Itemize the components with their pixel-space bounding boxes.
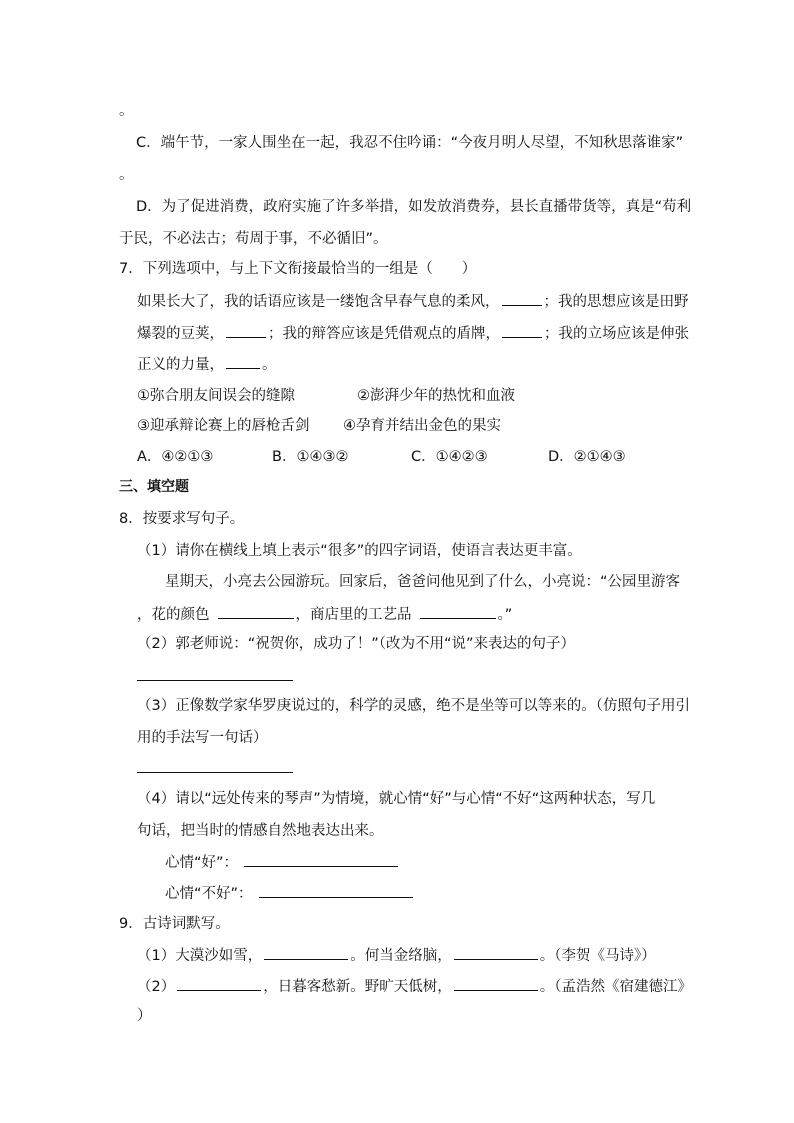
text: 。（李贺《马诗》） (539, 948, 656, 964)
answer-blank[interactable] (218, 603, 294, 619)
text: （1）大漠沙如雪， (137, 948, 263, 964)
q7-choice-1 (137, 385, 295, 407)
q7-choice-2 (357, 385, 515, 407)
answer-blank[interactable] (454, 944, 538, 960)
section-heading (119, 476, 189, 498)
text: D．②①④③ (548, 449, 626, 465)
text: ） (137, 1008, 152, 1024)
text: 如果长大了，我的话语应该是一缕饱含早春气息的柔风， (137, 294, 500, 310)
q7-option-c[interactable] (411, 446, 488, 468)
text-line (119, 164, 134, 186)
text: 9．古诗词默写。 (119, 916, 230, 932)
answer-blank[interactable] (226, 353, 260, 369)
answer-blank[interactable] (244, 851, 398, 867)
q7-passage-line-3 (137, 353, 277, 376)
q7-passage-line-1 (137, 290, 689, 313)
q7-choice-4 (343, 415, 501, 437)
mood-bad-line (165, 882, 415, 905)
text: 7．下列选项中，与上下文衔接最恰当的一组是（ ） (119, 261, 477, 277)
mood-good-line (165, 851, 400, 874)
question-8-stem (119, 508, 244, 530)
answer-blank[interactable] (420, 603, 496, 619)
text: （2）郭老师说：“祝贺你，成功了！”（改为不用“说”来表达的句子） (137, 636, 576, 652)
text: 。 (119, 103, 134, 119)
answer-blank[interactable] (259, 882, 413, 898)
q8-part-3 (137, 695, 690, 717)
answer-blank[interactable] (226, 322, 266, 338)
q9-part-2-line-2 (137, 1005, 152, 1027)
q9-part-1 (137, 944, 656, 967)
answer-blank[interactable] (177, 975, 261, 991)
option-d-line-2 (119, 228, 388, 250)
question-7-stem (119, 258, 476, 280)
q8-part-4-line-2 (137, 820, 384, 842)
text: B．①④③② (272, 449, 349, 465)
text: 三、填空题 (119, 479, 189, 495)
text: （2） (137, 979, 176, 995)
question-9-stem (119, 913, 230, 935)
text: C．①④②③ (411, 449, 488, 465)
text: 。何当金络脑， (350, 948, 452, 964)
text: ①弥合朋友间误会的缝隙 (137, 388, 295, 404)
q8-part-2 (137, 633, 575, 655)
q7-choice-3 (137, 415, 310, 437)
option-d-line (136, 196, 691, 218)
text: 星期天，小亮去公园游玩。回家后，爸爸问他见到了什么，小亮说：“公园里游客 (165, 574, 681, 590)
text: ③迎承辩论赛上的唇枪舌剑 (137, 418, 310, 434)
text: 正义的力量， (137, 357, 224, 373)
text: 于民，不必法古；苟周于事，不必循旧”。 (119, 231, 388, 247)
text: ④孕育并结出金色的果实 (343, 418, 501, 434)
text: A．④②①③ (137, 449, 214, 465)
option-c-line (136, 132, 683, 154)
q8-part-1 (137, 540, 582, 562)
answer-blank[interactable] (264, 944, 348, 960)
q9-part-2 (137, 975, 692, 998)
text: ，商店里的工艺品 (295, 607, 412, 623)
text: 用的手法写一句话） (137, 730, 268, 746)
q8-part-3-line-2 (137, 727, 268, 749)
answer-blank[interactable] (502, 322, 542, 338)
text: （3）正像数学家华罗庚说过的，科学的灵感，绝不是坐等可以等来的。（仿照句子用引 (137, 698, 690, 714)
text: ；我的立场应该是伸张 (544, 326, 689, 342)
text: 。（孟浩然《宿建德江》 (539, 979, 692, 995)
text: （4）请以“远处传来的琴声”为情境，就心情“好”与心情“不好“这两种状态，写几 (137, 791, 656, 807)
text: D．为了促进消费，政府实施了许多举措，如发放消费券，县长直播带货等，真是“苟利 (136, 199, 692, 215)
text-line (119, 100, 134, 122)
text: 心情“好”： (165, 855, 239, 871)
q8-part-1-passage-2 (137, 603, 512, 626)
q7-option-b[interactable] (272, 446, 348, 468)
text: 句话，把当时的情感自然地表达出来。 (137, 823, 384, 839)
text: ②澎湃少年的热忱和血液 (357, 388, 515, 404)
q8-part-4 (137, 788, 655, 810)
answer-blank[interactable] (502, 290, 542, 306)
answer-line[interactable] (137, 772, 293, 773)
q8-part-1-passage (165, 571, 680, 593)
text: ；我的辩答应该是凭借观点的盾牌， (268, 326, 500, 342)
text: ，日暮客愁新。野旷天低树， (263, 979, 452, 995)
q7-option-a[interactable] (137, 446, 213, 468)
q7-option-d[interactable] (548, 446, 626, 468)
text: 爆裂的豆荚， (137, 326, 224, 342)
answer-blank[interactable] (454, 975, 538, 991)
text: 心情“不好”： (165, 886, 253, 902)
text: ，花的颜色 (137, 607, 210, 623)
text: 。 (262, 357, 277, 373)
text: 。” (497, 607, 513, 623)
text: 。 (119, 167, 134, 183)
q7-passage-line-2 (137, 322, 689, 345)
answer-line[interactable] (137, 680, 293, 681)
text: （1）请你在横线上填上表示“很多”的四字词语，使语言表达更丰富。 (137, 543, 582, 559)
text: C．端午节，一家人围坐在一起，我忍不住吟诵：“今夜月明人尽望，不知秋思落谁家” (136, 135, 684, 151)
text: 8．按要求写句子。 (119, 511, 245, 527)
text: ；我的思想应该是田野 (543, 294, 689, 310)
